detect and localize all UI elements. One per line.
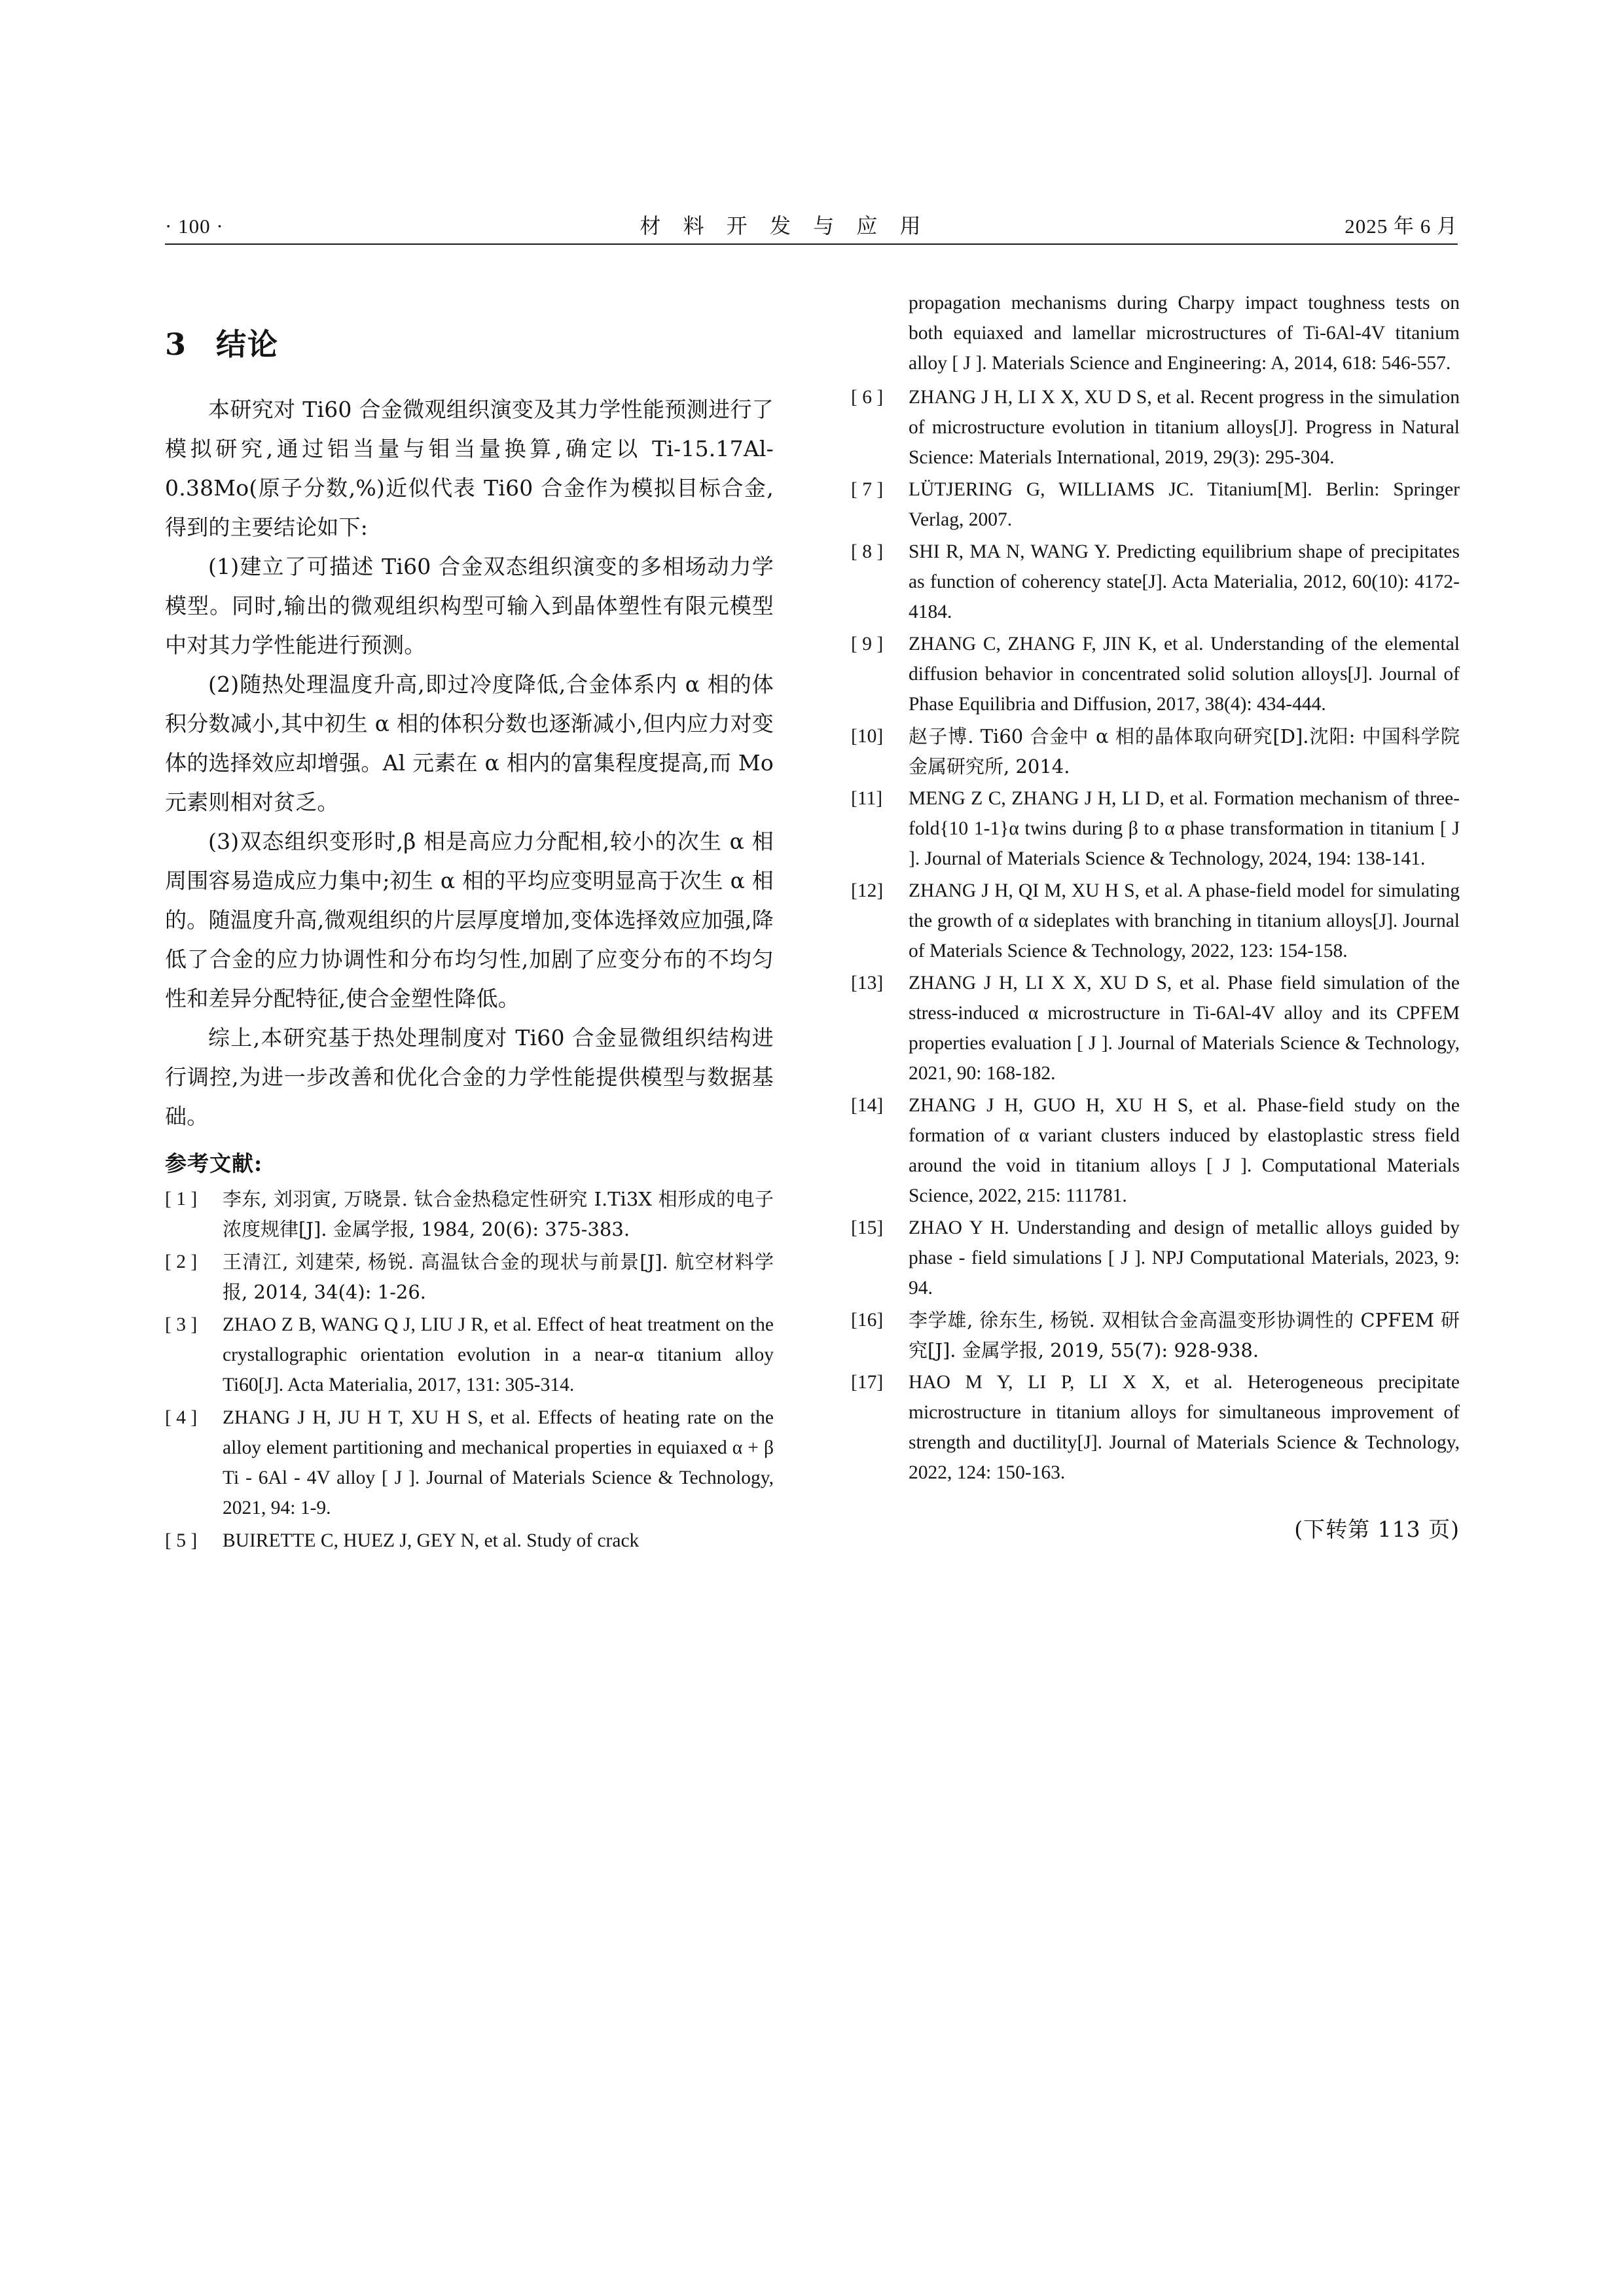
reference-text: ZHANG J H, GUO H, XU H S, et al. Phase-field study on the formation of α variant clusters induced by elastoplastic stress field around the void in titanium alloys [ J ]. Computational Materials Science, 2022, 215: 111781.	[909, 1095, 1460, 1206]
right-column	[851, 288, 1460, 1543]
reference-text: ZHAO Y H. Understanding and design of metallic alloys guided by phase - field simulations [ J ]. NPJ Computational Materials, 2023, 9: 94.	[909, 1217, 1460, 1299]
reference-number: [ 4 ]	[165, 1407, 198, 1428]
reference-text: 王清江, 刘建荣, 杨锐. 高温钛合金的现状与前景[J]. 航空材料学报, 2014, 34(4): 1-26.	[223, 1251, 774, 1303]
reference-item	[851, 783, 1460, 874]
reference-item	[165, 1403, 774, 1523]
reference-text: 李东, 刘羽寅, 万晓景. 钛合金热稳定性研究 I.Ti3X 相形成的电子浓度规律[J]. 金属学报, 1984, 20(6): 375-383.	[223, 1188, 774, 1240]
reference-number: [ 8 ]	[851, 541, 884, 562]
reference-text: HAO M Y, LI P, LI X X, et al. Heterogeneous precipitate microstructure in titanium alloys for simultaneous improvement of strength and ductility[J]. Journal of Materials Science & Technology, 2022, 124: 150-163.	[909, 1372, 1460, 1483]
reference-number: [15]	[851, 1217, 884, 1238]
running-head	[165, 209, 1458, 240]
reference-number: [12]	[851, 880, 884, 901]
reference-number: [13]	[851, 973, 884, 994]
reference-text: ZHAO Z B, WANG Q J, LIU J R, et al. Effect of heat treatment on the crystallographic orientation evolution in a near-α titanium alloy Ti60[J]. Acta Materialia, 2017, 131: 305-314.	[223, 1314, 774, 1395]
reference-text: ZHANG J H, QI M, XU H S, et al. A phase-field model for simulating the growth of α sideplates with branching in titanium alloys[J]. Journal of Materials Science & Technology, 2022, 123: 154-158.	[909, 880, 1460, 961]
reference-text: ZHANG C, ZHANG F, JIN K, et al. Understanding of the elemental diffusion behavior in concentrated solid solution alloys[J]. Journal of Phase Equilibria and Diffusion, 2017, 38(4): 434-444.	[909, 634, 1460, 715]
reference-number: [ 6 ]	[851, 387, 884, 408]
page-number: · 100 ·	[165, 215, 224, 238]
reference-number: [ 2 ]	[165, 1251, 198, 1272]
reference-item	[851, 1367, 1460, 1488]
paragraph: (3)双态组织变形时,β 相是高应力分配相,较小的次生 α 相周围容易造成应力集中;初生 α 相的平均应变明显高于次生 α 相的。随温度升高,微观组织的片层厚度增加,变体选择效应加强,降低了合金的应力协调性和分布均匀性,加剧了应变分布的不均匀性和差异分配特征,使合金塑性降低。	[165, 829, 774, 1011]
reference-text: SHI R, MA N, WANG Y. Predicting equilibrium shape of precipitates as function of coherency state[J]. Acta Materialia, 2012, 60(10): 4172-4184.	[909, 541, 1460, 622]
reference-item	[165, 1310, 774, 1400]
references-heading: 参考文献:	[165, 1151, 263, 1176]
reference-item	[165, 1526, 774, 1556]
reference-text: ZHANG J H, JU H T, XU H S, et al. Effects of heating rate on the alloy element partitioning and mechanical properties in equiaxed α + β Ti - 6Al - 4V alloy [ J ]. Journal of Materials Science & Technology, 2021, 94: 1-9.	[223, 1407, 774, 1518]
reference-item	[851, 876, 1460, 966]
reference-text: LÜTJERING G, WILLIAMS JC. Titanium[M]. Berlin: Springer Verlag, 2007.	[909, 479, 1460, 530]
reference-item	[851, 721, 1460, 781]
section-title-text: 结论	[216, 327, 280, 362]
reference-item	[851, 537, 1460, 627]
reference-number: [ 5 ]	[165, 1530, 198, 1551]
journal-title: 材 料 开 发 与 应 用	[640, 213, 929, 238]
reference-number: [11]	[851, 788, 883, 809]
left-column	[165, 288, 774, 1558]
reference-number: [14]	[851, 1095, 884, 1116]
reference-text: 李学雄, 徐东生, 杨锐. 双相钛合金高温变形协调性的 CPFEM 研究[J]. 金属学报, 2019, 55(7): 928-938.	[909, 1309, 1460, 1361]
paragraph: 本研究对 Ti60 合金微观组织演变及其力学性能预测进行了模拟研究,通过铝当量与钼当量换算,确定以 Ti-15.17Al-0.38Mo(原子分数,%)近似代表 Ti60 合金作为模拟目标合金,得到的主要结论如下:	[165, 397, 774, 540]
reference-item	[165, 1247, 774, 1307]
reference-item	[851, 968, 1460, 1088]
reference-item	[851, 382, 1460, 473]
reference-text: BUIRETTE C, HUEZ J, GEY N, et al. Study of crack	[223, 1530, 640, 1551]
paragraph: (1)建立了可描述 Ti60 合金双态组织演变的多相场动力学模型。同时,输出的微观组织构型可输入到晶体塑性有限元模型中对其力学性能进行预测。	[165, 554, 774, 658]
reference-item	[165, 1184, 774, 1244]
reference-item	[851, 475, 1460, 535]
reference-item	[851, 1090, 1460, 1211]
section-number: 3	[165, 327, 188, 362]
reference-number: [16]	[851, 1310, 884, 1331]
reference-text: 赵子博. Ti60 合金中 α 相的晶体取向研究[D].沈阳: 中国科学院金属研究所, 2014.	[909, 725, 1460, 778]
reference-text: ZHANG J H, LI X X, XU D S, et al. Phase field simulation of the stress-induced α microstructure in Ti-6Al-4V alloy and its CPFEM properties evaluation [ J ]. Journal of Materials Science & Technology, 2021, 90: 168-182.	[909, 973, 1460, 1084]
issue-date: 2025 年 6 月	[1344, 215, 1458, 238]
reference-number: [ 1 ]	[165, 1189, 198, 1210]
reference-number: [ 9 ]	[851, 634, 884, 655]
reference-text: ZHANG J H, LI X X, XU D S, et al. Recent progress in the simulation of microstructure evolution in titanium alloys[J]. Progress in Natural Science: Materials International, 2019, 29(3): 295-304.	[909, 387, 1460, 468]
paragraph: 综上,本研究基于热处理制度对 Ti60 合金显微组织结构进行调控,为进一步改善和优化合金的力学性能提供模型与数据基础。	[165, 1025, 774, 1129]
continued-on-page-note: (下转第 113 页)	[1294, 1516, 1460, 1542]
reference-text: MENG Z C, ZHANG J H, LI D, et al. Formation mechanism of three-fold{10 1-1}α twins during β to α phase transformation in titanium [ J ]. Journal of Materials Science & Technology, 2024, 194: 138-141.	[909, 788, 1460, 869]
section-heading	[165, 321, 774, 364]
paragraph: (2)随热处理温度升高,即过冷度降低,合金体系内 α 相的体积分数减小,其中初生 α 相的体积分数也逐渐减小,但内应力对变体的选择效应却增强。Al 元素在 α 相内的富集程度提高,而 Mo 元素则相对贫乏。	[165, 672, 774, 815]
reference-item	[851, 629, 1460, 719]
header-divider	[165, 243, 1458, 245]
reference-item	[851, 1305, 1460, 1365]
reference-number: [10]	[851, 726, 884, 747]
reference-number: [ 3 ]	[165, 1314, 198, 1335]
reference-continuation: propagation mechanisms during Charpy impact toughness tests on both equiaxed and lamellar microstructures of Ti-6Al-4V titanium alloy [ J ]. Materials Science and Engineering: A, 2014, 618: 546-557.	[909, 293, 1460, 374]
reference-number: [ 7 ]	[851, 479, 884, 500]
reference-item	[851, 1213, 1460, 1303]
reference-number: [17]	[851, 1372, 884, 1393]
